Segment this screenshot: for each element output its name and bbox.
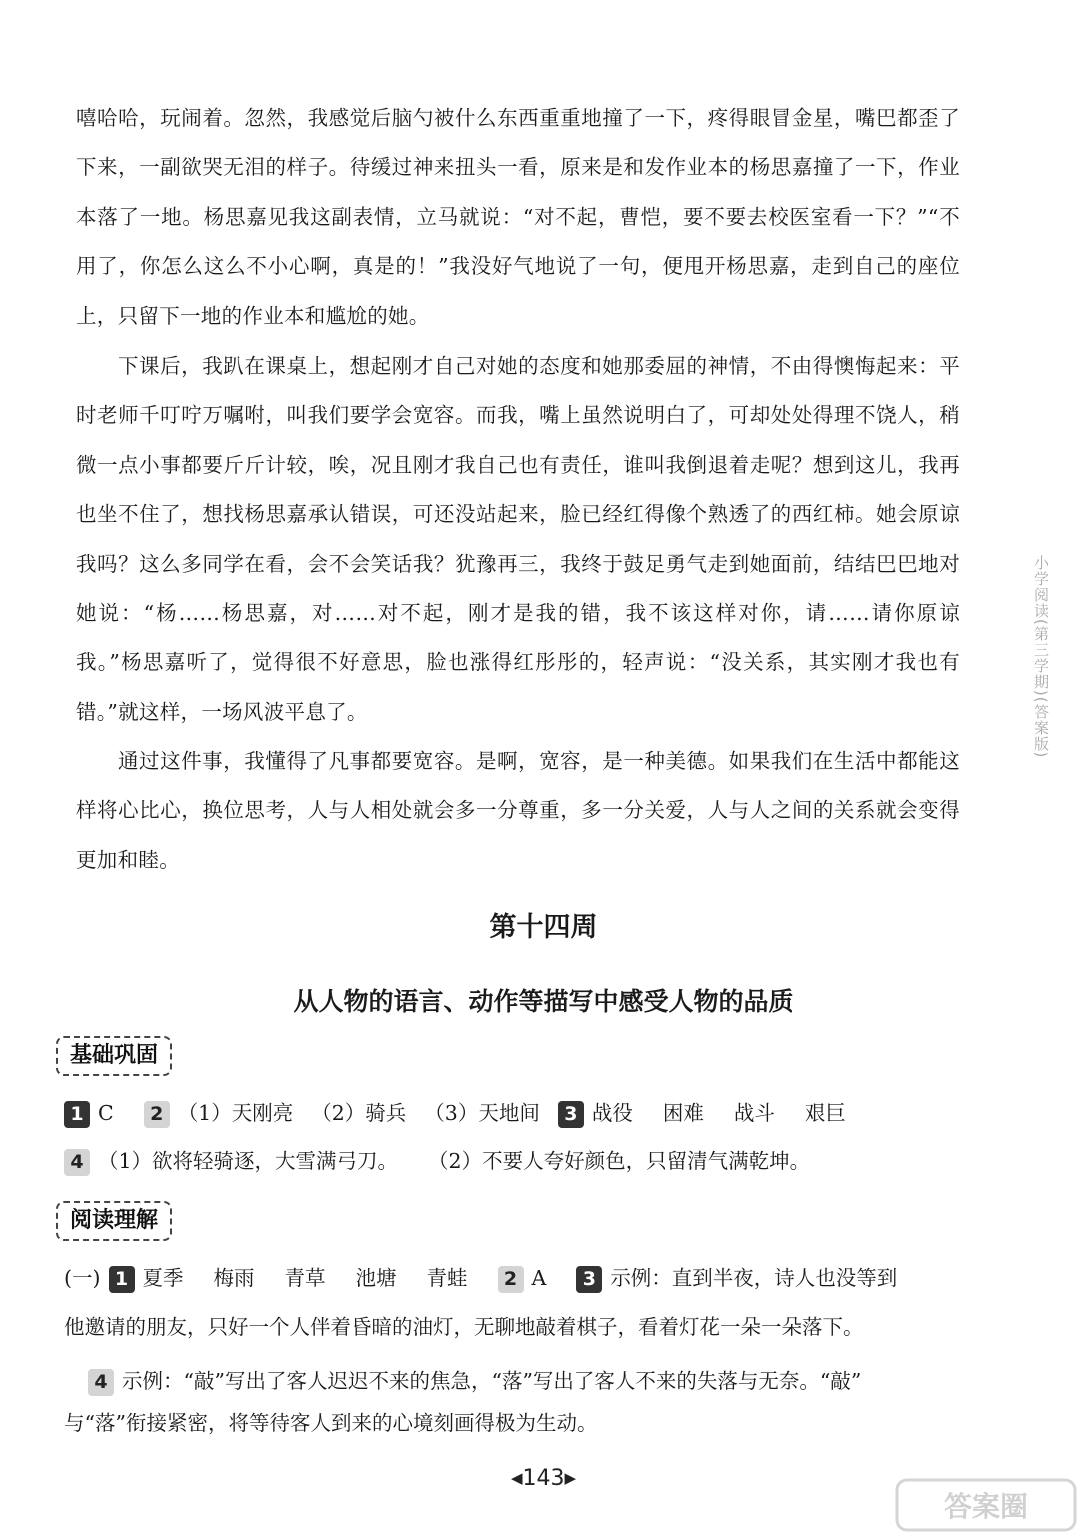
svg-text:答案圈: 答案圈 bbox=[943, 1490, 1029, 1523]
page-number: ◀143▶ bbox=[510, 1466, 577, 1491]
answer-q2-c: （3）天地间 bbox=[424, 1101, 540, 1125]
reading-r4-continued: 与“落”衔接紧密，将等待客人到来的心境刻画得极为生动。 bbox=[64, 1411, 598, 1435]
right-arrow-icon: ▶ bbox=[564, 1469, 577, 1487]
section-reading-tag: 阅读理解 bbox=[56, 1201, 172, 1241]
answer-q3-word: 战役 bbox=[591, 1101, 633, 1125]
question-number-badge: 4 bbox=[88, 1369, 114, 1396]
week-title: 第十四周 bbox=[489, 912, 598, 943]
answer-line-2 bbox=[64, 1143, 964, 1179]
reading-r1-word: 青草 bbox=[284, 1266, 326, 1290]
reading-part-label: (一) bbox=[64, 1266, 101, 1290]
reading-line-1 bbox=[64, 1260, 964, 1296]
reading-r4-start: 示例：“敲”写出了客人迟迟不来的焦急，“落”写出了客人不来的失落与无奈。“敲” bbox=[122, 1369, 862, 1393]
reading-r3-continued: 他邀请的朋友，只好一个人伴着昏暗的油灯，无聊地敲着棋子，看着灯花一朵一朵落下。 bbox=[64, 1315, 864, 1339]
reading-q4 bbox=[88, 1357, 960, 1405]
reading-r1-word: 梅雨 bbox=[213, 1266, 255, 1290]
topic-title: 从人物的语言、动作等描写中感受人物的品质 bbox=[293, 987, 794, 1016]
passage-paragraph-1: 嘻哈哈，玩闹着。忽然，我感觉后脑勺被什么东西重重地撞了一下，疼得眼冒金星，嘴巴都歪了下来，一副欲哭无泪的样子。待缓过神来扭头一看，原来是和发作业本的杨思嘉撞了一下，作业本落了一地。杨思嘉见我这副表情，立马就说：“对不起，曹恺，要不要去校医室看一下？”“不用了，你怎么这么不小心啊，真是的！”我没好气地说了一句，便甩开杨思嘉，走到自己的座位上，只留下一地的作业本和尴尬的她。 bbox=[76, 106, 960, 328]
answer-q4-b: （2）不要人夸好颜色，只留清气满乾坤。 bbox=[428, 1149, 811, 1173]
answer-line-1 bbox=[64, 1095, 964, 1131]
answer-q3-word: 战斗 bbox=[733, 1101, 775, 1125]
question-number-badge: 2 bbox=[498, 1266, 524, 1293]
question-number-badge: 4 bbox=[64, 1149, 90, 1176]
answer-q2-a: （1）天刚亮 bbox=[177, 1101, 294, 1125]
answer-q4-a: （1）欲将轻骑逐，大雪满弓刀。 bbox=[98, 1149, 399, 1173]
answer-q1: C bbox=[98, 1101, 114, 1125]
reading-r2: A bbox=[531, 1266, 547, 1290]
reading-r1-word: 夏季 bbox=[142, 1266, 184, 1290]
question-number-badge: 1 bbox=[64, 1101, 90, 1128]
section-basic-tag: 基础巩固 bbox=[56, 1036, 172, 1076]
question-number-badge: 1 bbox=[109, 1266, 135, 1293]
answer-q2-b: （2）骑兵 bbox=[311, 1101, 407, 1125]
reading-r3-start: 示例：直到半夜，诗人也没等到 bbox=[610, 1266, 898, 1290]
question-number-badge: 2 bbox=[144, 1101, 170, 1128]
question-number-badge: 3 bbox=[558, 1101, 584, 1128]
reading-r1-word: 池塘 bbox=[355, 1266, 397, 1290]
side-book-title: 小学阅读(第三学期)(答案版) bbox=[1032, 555, 1050, 759]
watermark-logo bbox=[895, 1478, 1077, 1532]
left-arrow-icon: ◀ bbox=[510, 1469, 523, 1487]
answer-q3-word: 艰巨 bbox=[804, 1101, 846, 1125]
question-number-badge: 3 bbox=[576, 1266, 602, 1293]
reading-r1-word: 青蛙 bbox=[426, 1266, 468, 1290]
answer-q3-word: 困难 bbox=[662, 1101, 704, 1125]
passage-paragraph-3: 通过这件事，我懂得了凡事都要宽容。是啊，宽容，是一种美德。如果我们在生活中都能这样将心比心，换位思考，人与人相处就会多一分尊重，多一分关爱，人与人之间的关系就会变得更加和睦。 bbox=[76, 749, 960, 872]
passage-paragraph-2: 下课后，我趴在课桌上，想起刚才自己对她的态度和她那委屈的神情，不由得懊悔起来：平时老师千叮咛万嘱咐，叫我们要学会宽容。而我，嘴上虽然说明白了，可却处处得理不饶人，稍微一点小事都要斤斤计较，唉，况且刚才我自己也有责任，谁叫我倒退着走呢？想到这儿，我再也坐不住了，想找杨思嘉承认错误，可还没站起来，脸已经红得像个熟透了的西红柿。她会原谅我吗？这么多同学在看，会不会笑话我？犹豫再三，我终于鼓足勇气走到她面前，结结巴巴地对她说：“杨……杨思嘉，对……对不起，刚才是我的错，我不该这样对你，请……请你原谅我。”杨思嘉听了，觉得很不好意思，脸也涨得红彤彤的，轻声说：“没关系，其实刚才我也有错。”就这样，一场风波平息了。 bbox=[76, 354, 960, 724]
